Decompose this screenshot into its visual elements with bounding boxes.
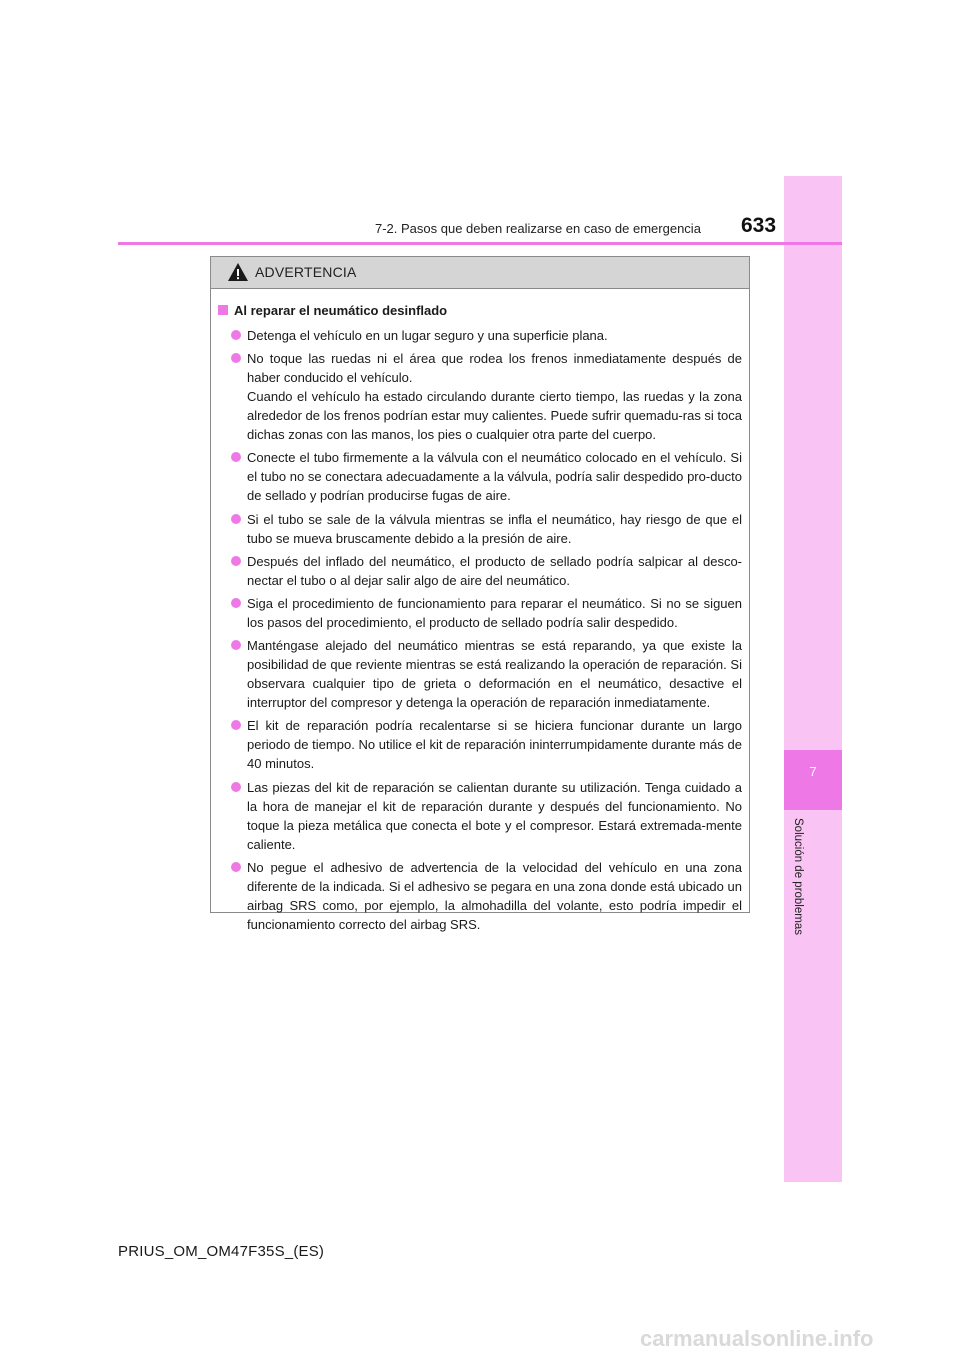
list-item (217, 510, 743, 548)
warning-title: ADVERTENCIA (255, 264, 357, 280)
list-item-text: Conecte el tubo firmemente a la válvula con el neumático colocado en el vehículo. Si el tubo no se conectara adecuadamente a la válvula, podría salir despedido pro-ducto de sellado y podrían producirse fugas de aire. (247, 450, 742, 504)
chapter-label: Solución de problemas (792, 818, 804, 935)
warning-subheading (217, 301, 743, 320)
watermark: carmanualsonline.info (640, 1326, 874, 1351)
bullet-dot-icon (231, 556, 241, 566)
bullet-dot-icon (231, 452, 241, 462)
page-number: 633 (741, 214, 777, 237)
list-item-text: Las piezas del kit de reparación se calientan durante su utilización. Tenga cuidado a la hora de manejar el kit de reparación durante y después del funcionamiento. No toque la pieza metálica que conecta el bote y el compresor. Estará extremada-mente caliente. (247, 779, 742, 852)
manual-code: PRIUS_OM_OM47F35S_(ES) (118, 1243, 325, 1260)
warning-triangle-icon (227, 262, 249, 282)
warning-header (211, 257, 749, 289)
bullet-dot-icon (231, 330, 241, 340)
bullet-dot-icon (231, 862, 241, 872)
bullet-dot-icon (231, 598, 241, 608)
warning-subheading-text: Al reparar el neumático desinflado (234, 303, 448, 318)
list-item (217, 636, 743, 712)
list-item-text: Cuando el vehículo ha estado circulando durante cierto tiempo, las ruedas y la zona alrededor de los frenos podrían estar muy calientes. Puede sufrir quemadu-ras si toca dichas zonas con las manos, los pies o cualquier otra parte del cuerpo. (247, 389, 742, 443)
list-item-text: Detenga el vehículo en un lugar seguro y una superficie plana. (247, 328, 608, 343)
list-item (217, 349, 743, 444)
warning-body (211, 289, 749, 934)
header-rule (118, 242, 842, 245)
chapter-side-tab (784, 176, 842, 1182)
list-item-text: El kit de reparación podría recalentarse si se hiciera funcionar durante un largo periodo de tiempo. No utilice el kit de reparación ininterrumpidamente durante más de 40 minutos. (247, 718, 742, 772)
warning-box (210, 256, 750, 932)
list-item-text: No pegue el adhesivo de advertencia de la velocidad del vehículo en una zona diferente de la indicada. Si el adhesivo se pegara en una zona donde está ubicado un airbag SRS como, por ejemplo, la almohadilla del volante, esto podría impedir el funcionamiento correcto del airbag SRS. (247, 859, 742, 932)
list-item-text: Si el tubo se sale de la válvula mientras se infla el neumático, hay riesgo de que el tubo se mueva bruscamente debido a la presión de aire. (247, 511, 742, 546)
list-item-text: Siga el procedimiento de funcionamiento para reparar el neumático. Si no se siguen los pasos del procedimiento, el producto de sellado podría salir despedido. (247, 595, 742, 630)
bullet-dot-icon (231, 353, 241, 363)
list-item (217, 594, 743, 632)
square-bullet-icon (218, 305, 228, 315)
list-item-text: Manténgase alejado del neumático mientras se está reparando, ya que existe la posibilidad de que reviente mientras se está realizando la operación de reparación. Si observara cualquier tipo de grieta o deformación en el neumático, desactive el interruptor del compresor y detenga la operación de reparación inmediatamente. (247, 638, 742, 711)
list-item (217, 858, 743, 934)
warning-list (217, 326, 743, 934)
list-item-text: Después del inflado del neumático, el producto de sellado podría salpicar al desco-nectar el tubo o al dejar salir algo de aire del neumático. (247, 553, 742, 588)
chapter-number-tab (784, 750, 842, 810)
bullet-dot-icon (231, 782, 241, 792)
chapter-number: 7 (809, 764, 817, 779)
list-item (217, 326, 743, 345)
list-item (217, 716, 743, 773)
section-title: 7-2. Pasos que deben realizarse en caso de emergencia (375, 221, 701, 236)
list-item-text: No toque las ruedas ni el área que rodea los frenos inmediatamente después de haber conducido el vehículo. (247, 351, 742, 386)
bullet-dot-icon (231, 514, 241, 524)
list-item (217, 448, 743, 505)
bullet-dot-icon (231, 640, 241, 650)
list-item (217, 778, 743, 854)
list-item (217, 552, 743, 590)
bullet-dot-icon (231, 720, 241, 730)
